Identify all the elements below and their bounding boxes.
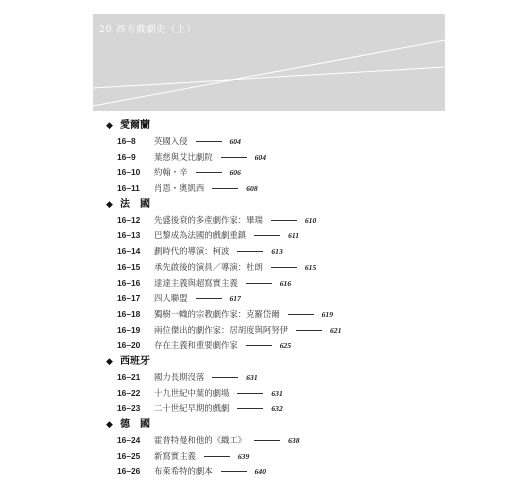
entry-number: 16–21 — [117, 371, 141, 382]
leader-line — [204, 456, 230, 457]
entry-title: 布萊希特的劇本 — [154, 466, 213, 477]
entry-title: 先盛後衰的多產劇作家：畢瑞 — [154, 214, 263, 225]
entry-page-number: 632 — [271, 404, 283, 414]
header-band — [93, 14, 445, 111]
entry-page-number: 616 — [279, 278, 292, 288]
entry-page-number: 621 — [330, 325, 342, 335]
diamond-bullet-icon: ◆ — [106, 356, 113, 367]
table-of-contents — [106, 118, 436, 480]
toc-entry[interactable] — [106, 260, 436, 276]
entry-title: 國力長期沒落 — [154, 371, 205, 382]
diamond-bullet-icon: ◆ — [106, 121, 113, 131]
entry-page-number: 631 — [271, 388, 283, 398]
leader-line — [288, 314, 314, 315]
entry-title: 葉慈與艾比劇院 — [154, 151, 213, 162]
leader-line — [196, 298, 222, 299]
entry-number: 16–14 — [117, 246, 141, 257]
entry-title: 四人聯盟 — [154, 293, 188, 304]
entry-page-number: 625 — [279, 341, 292, 351]
leader-line — [254, 235, 280, 236]
entry-number: 16–12 — [117, 214, 141, 225]
entry-number: 16–10 — [117, 167, 141, 178]
entry-title: 巴黎成為法國的戲劇重鎮 — [154, 230, 247, 241]
toc-entry[interactable] — [106, 464, 436, 480]
entry-page-number: 615 — [304, 262, 317, 272]
toc-entry[interactable] — [106, 276, 436, 292]
section-title: 愛爾蘭 — [120, 120, 150, 131]
entry-number: 16–17 — [117, 293, 141, 304]
leader-line — [246, 345, 272, 346]
entry-page-number: 610 — [304, 215, 317, 225]
toc-entry[interactable] — [106, 338, 436, 354]
entry-title: 十九世紀中葉的劇場 — [154, 387, 230, 398]
entry-number: 16–26 — [117, 466, 141, 477]
entry-title: 英國入侵 — [154, 136, 188, 146]
entry-title: 新寫實主義 — [154, 450, 196, 461]
section-heading — [106, 197, 436, 213]
leader-line — [196, 141, 222, 142]
entry-number: 16–24 — [117, 435, 141, 445]
entry-title: 承先啟後的演員／導演：杜朗 — [154, 261, 263, 272]
entry-title: 約翰・辛 — [154, 167, 188, 178]
entry-page-number: 638 — [288, 436, 300, 445]
entry-number: 16–11 — [117, 183, 140, 194]
entry-title: 二十世紀早期的戲劇 — [154, 403, 230, 414]
leader-line — [237, 393, 263, 394]
entry-number: 16–16 — [117, 277, 141, 288]
entry-title: 獨樹一幟的宗教劇作家：克羅岱爾 — [154, 308, 280, 319]
toc-entry[interactable] — [106, 291, 436, 307]
entry-title: 兩位傑出的劇作家：居胡度與阿努伊 — [154, 324, 288, 335]
entry-title: 肖恩・奧凱西 — [154, 183, 205, 194]
entry-page-number: 608 — [246, 184, 258, 194]
entry-number: 16–22 — [117, 387, 141, 398]
entry-title: 存在主義和重要劇作家 — [154, 340, 238, 351]
entry-title: 霍普特曼和他的《織工》 — [154, 435, 247, 445]
toc-entry[interactable] — [106, 307, 436, 323]
toc-entry[interactable] — [106, 181, 436, 197]
toc-entry[interactable] — [106, 134, 436, 150]
toc-entry[interactable] — [106, 449, 436, 465]
toc-entry[interactable] — [106, 401, 436, 417]
leader-line — [212, 188, 238, 189]
leader-line — [212, 377, 238, 378]
entry-number: 16–15 — [117, 261, 141, 272]
entry-page-number: 613 — [271, 247, 283, 257]
entry-page-number: 631 — [246, 372, 258, 382]
section-heading — [106, 354, 436, 370]
toc-entry[interactable] — [106, 228, 436, 244]
entry-number: 16–20 — [117, 340, 141, 351]
entry-number: 16–8 — [117, 136, 136, 146]
entry-number: 16–23 — [117, 403, 141, 414]
toc-entry[interactable] — [106, 323, 436, 339]
toc-entry[interactable] — [106, 150, 436, 166]
section-title: 德 國 — [120, 419, 150, 430]
toc-entry[interactable] — [106, 386, 436, 402]
entry-page-number: 611 — [288, 231, 300, 241]
entry-title: 劃時代的導演：柯波 — [154, 246, 230, 257]
entry-page-number: 619 — [321, 309, 334, 319]
section-title: 西班牙 — [120, 355, 150, 367]
section-heading — [106, 118, 436, 134]
entry-number: 16–13 — [117, 230, 141, 241]
entry-page-number: 604 — [229, 137, 241, 146]
entry-number: 16–9 — [117, 151, 136, 162]
leader-line — [196, 172, 222, 173]
entry-page-number: 606 — [229, 168, 241, 178]
leader-line — [221, 157, 247, 158]
toc-entry[interactable] — [106, 244, 436, 260]
leader-line — [271, 220, 297, 221]
running-header: 20 西方戲劇史（上） — [99, 25, 197, 35]
diamond-bullet-icon: ◆ — [106, 420, 113, 430]
entry-title: 達達主義與超寫實主義 — [154, 277, 238, 288]
entry-page-number: 604 — [254, 152, 267, 162]
leader-line — [254, 440, 280, 441]
leader-line — [237, 408, 263, 409]
leader-line — [221, 471, 247, 472]
section-heading — [106, 417, 436, 433]
leader-line — [246, 283, 272, 284]
entry-number: 16–25 — [117, 450, 141, 461]
toc-entry[interactable] — [106, 433, 436, 449]
toc-entry[interactable] — [106, 213, 436, 229]
section-title: 法 國 — [120, 198, 150, 210]
leader-line — [296, 330, 322, 331]
toc-entry[interactable] — [106, 165, 436, 181]
diamond-bullet-icon: ◆ — [106, 199, 113, 210]
leader-line — [237, 251, 263, 252]
entry-number: 16–18 — [117, 308, 141, 319]
toc-entry[interactable] — [106, 370, 436, 386]
entry-number: 16–19 — [117, 324, 141, 335]
entry-page-number: 639 — [237, 451, 250, 461]
leader-line — [271, 267, 297, 268]
entry-page-number: 640 — [254, 467, 267, 477]
entry-page-number: 617 — [229, 294, 241, 304]
